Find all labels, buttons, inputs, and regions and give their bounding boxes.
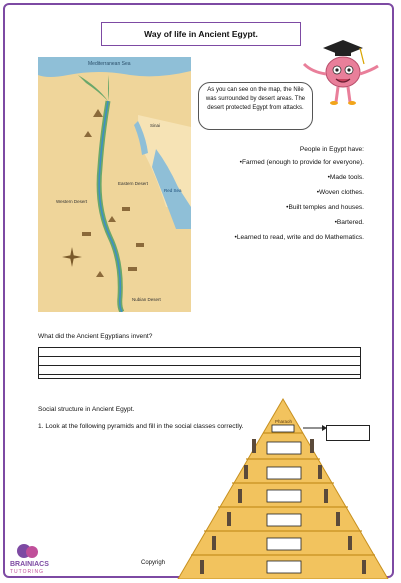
pharaoh-answer-box[interactable] <box>326 425 370 441</box>
answer-line[interactable] <box>39 375 360 383</box>
logo-text-tutoring: TUTORING <box>10 569 45 575</box>
answer-line[interactable] <box>39 357 360 366</box>
label-eastern-desert: Eastern Desert <box>118 181 149 186</box>
list-item: • Made tools. <box>196 174 364 181</box>
brainiacs-logo <box>8 540 78 576</box>
label-western-desert: Western Desert <box>56 199 88 204</box>
social-heading: Social structure in Ancient Egypt. <box>38 406 135 413</box>
people-heading: People in Egypt have: <box>299 146 364 153</box>
list-item: • Bartered. <box>196 219 364 226</box>
label-mediterranean: Mediterranean Sea <box>88 61 131 67</box>
list-item: • Farmed (enough to provide for everyone). <box>196 159 364 166</box>
list-item: • Learned to read, write and do Mathematics. <box>196 234 364 241</box>
people-list <box>196 146 364 249</box>
pharaoh-label: Pharaoh <box>275 419 293 424</box>
brain-mascot-icon <box>298 36 388 108</box>
list-item: • Built temples and houses. <box>196 204 364 211</box>
copyright-text: Copyrigh <box>141 560 166 566</box>
list-item: • Woven clothes. <box>196 189 364 196</box>
answer-line[interactable] <box>39 348 360 357</box>
logo-text-brainiacs: BRAINIACS <box>10 561 49 568</box>
worksheet-title: Way of life in Ancient Egypt. <box>101 22 301 46</box>
invention-question: What did the Ancient Egyptians invent? <box>38 333 153 340</box>
answer-lines[interactable] <box>38 347 361 379</box>
speech-bubble: As you can see on the map, the Nile was surrounded by desert areas. The desert protected Egypt from attacks. <box>198 82 313 130</box>
label-sinai: Sinai <box>150 123 161 128</box>
label-red-sea: Red Sea <box>164 188 182 193</box>
label-nubian-desert: Nubian Desert <box>132 297 161 302</box>
nile-map <box>38 57 191 312</box>
answer-line[interactable] <box>39 366 360 375</box>
social-instruction: 1. Look at the following pyramids and fill in the social classes correctly. <box>38 423 244 430</box>
